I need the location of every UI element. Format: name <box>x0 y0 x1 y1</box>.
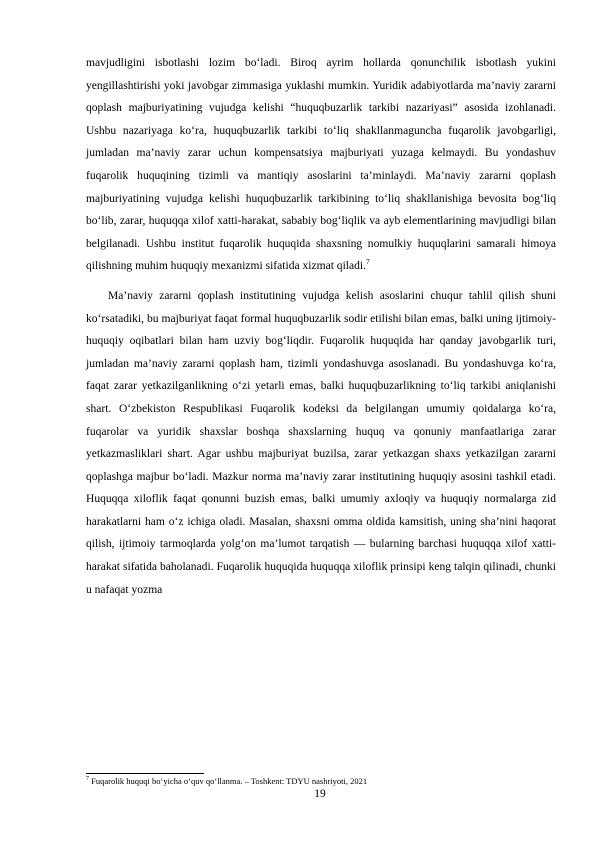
footnote-text: Fuqarolik huquqi bo‘yicha o‘quv qo‘llanma. – Toshkent: TDYU nashriyoti, 2021 <box>89 776 368 786</box>
paragraph-1 <box>86 52 556 278</box>
footnote-divider <box>86 773 204 774</box>
paragraph-1-text: mavjudligini isbotlashi lozim bo‘ladi. Biroq ayrim hollarda qonunchilik isbotlash yukini yengillashtirishi yoki javobgar zimmasiga yuklashi mumkin. Yuridik adabiyotlarda ma’naviy zararni qoplash majburiyatining vujudga kelishi “huquqbuzarlik tarkibi nazariyasi” asosida izohlanadi. Ushbu nazariyaga ko‘ra, huquqbuzarlik tarkibi to‘liq shakllanmaguncha fuqarolik javobgarligi, jumladan ma’naviy zarar uchun kompensatsiya majburiyati yuzaga kelmaydi. Bu yondashuv fuqarolik huquqining tizimli va mantiqiy asoslarini ta’minlaydi. Ma’naviy zararni qoplash majburiyatining vujudga kelishi huquqbuzarlik tarkibining to‘liq shakllanishiga bevosita bog‘liq bo‘lib, zarar, huquqqa xilof xatti-harakat, sababiy bog‘liqlik va ayb elementlarining mavjudligi bilan belgilanadi. Ushbu institut fuqarolik huquqida shaxsning nomulkiy huquqlarini samarali himoya qilishning muhim huquqiy mexanizmi sifatida xizmat qiladi. <box>86 57 556 273</box>
page-body <box>86 52 556 601</box>
paragraph-2: Ma’naviy zararni qoplash institutining vujudga kelish asoslarini chuqur tahlil qilish shuni ko‘rsatadiki, bu majburiyat faqat formal huquqbuzarlik sodir etilishi bilan emas, balki uning ijtimoiy-huquqiy oqibatlari bilan ham uzviy bog‘liqdir. Fuqarolik huquqida har qanday javobgarlik turi, jumladan ma’naviy zararni qoplash ham, tizimli yondashuvga asoslanadi. Bu yondashuvga ko‘ra, faqat zarar yetkazilganlikning o‘zi yetarli emas, balki huquqbuzarlikning to‘liq tarkibi aniqlanishi shart. O‘zbekiston Respublikasi Fuqarolik kodeksi da belgilangan umumiy qoidalarga ko‘ra, fuqarolar va yuridik shaxslar boshqa shaxslarning huquq va qonuniy manfaatlariga zarar yetkazmasliklari shart. Agar ushbu majburiyat buzilsa, zarar yetkazgan shaxs yetkazilgan zararni qoplashga majbur bo‘ladi. Mazkur norma ma’naviy zarar institutining huquqiy asosini tashkil etadi. Huquqqa xiloflik faqat qonunni buzish emas, balki umumiy axloqiy va huquqiy normalarga zid harakatlarni ham o‘z ichiga oladi. Masalan, shaxsni omma oldida kamsitish, uning sha’nini haqorat qilish, ijtimoiy tarmoqlarda yolg‘on ma’lumot tarqatish — bularning barchasi huquqqa xilof xatti-harakat sifatida baholanadi. Fuqarolik huquqida huquqqa xiloflik prinsipi keng talqin qilinadi, chunki u nafaqat yozma <box>86 289 556 596</box>
footnote-reference: 7 <box>365 257 370 267</box>
page-number: 19 <box>314 788 326 800</box>
footnote-marker: 7 <box>86 776 89 783</box>
footnote <box>86 776 556 786</box>
